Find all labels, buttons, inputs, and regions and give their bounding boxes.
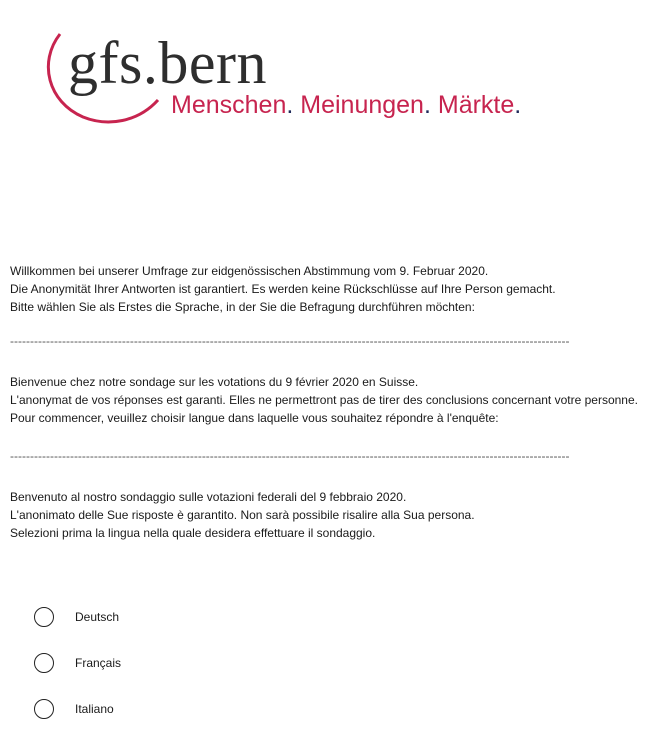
intro-french	[10, 373, 642, 427]
logo-name: gfs.bern	[68, 30, 267, 96]
intro-fr-line-3: Pour commencer, veuillez choisir langue dans laquelle vous souhaitez répondre à l'enquête:	[10, 411, 499, 425]
tagline-dot-2: .	[423, 91, 431, 119]
radio-button-francais[interactable]	[34, 653, 54, 673]
language-label-francais: Français	[75, 656, 122, 670]
tagline-dot-1: .	[286, 91, 294, 119]
separator-line: --------------------------------------------------------------------------------------------------------------------------------------------	[10, 450, 570, 462]
intro-de-line-2: Die Anonymität Ihrer Antworten ist garantiert. Es werden keine Rückschlüsse auf Ihre Person gemacht.	[10, 282, 556, 296]
language-option-francais[interactable]	[34, 650, 121, 676]
language-option-deutsch[interactable]	[34, 604, 121, 630]
logo-tagline	[171, 90, 521, 120]
intro-it-line-1: Benvenuto al nostro sondaggio sulle votazioni federali del 9 febbraio 2020.	[10, 490, 407, 504]
tagline-word-maerkte: Märkte	[430, 91, 515, 119]
intro-it-line-3: Selezioni prima la lingua nella quale desidera effettuare il sondaggio.	[10, 526, 376, 540]
language-label-italiano: Italiano	[75, 702, 114, 716]
separator-line: --------------------------------------------------------------------------------------------------------------------------------------------	[10, 335, 570, 347]
intro-de-line-1: Willkommen bei unserer Umfrage zur eidgenössischen Abstimmung vom 9. Februar 2020.	[10, 264, 489, 278]
language-options	[34, 604, 121, 742]
tagline-word-menschen: Menschen	[171, 91, 287, 119]
gfs-bern-logo	[38, 22, 578, 132]
intro-fr-line-1: Bienvenue chez notre sondage sur les votations du 9 février 2020 en Suisse.	[10, 375, 419, 389]
survey-intro	[10, 262, 642, 542]
language-option-italiano[interactable]	[34, 696, 121, 722]
language-label-deutsch: Deutsch	[75, 610, 120, 624]
intro-italian	[10, 488, 642, 542]
radio-button-deutsch[interactable]	[34, 607, 54, 627]
intro-german	[10, 262, 642, 316]
tagline-dot-3: .	[514, 91, 522, 119]
tagline-word-meinungen: Meinungen	[293, 91, 424, 119]
intro-it-line-2: L'anonimato delle Sue risposte è garantito. Non sarà possibile risalire alla Sua persona.	[10, 508, 475, 522]
radio-button-italiano[interactable]	[34, 699, 54, 719]
intro-fr-line-2: L'anonymat de vos réponses est garanti. Elles ne permettront pas de tirer des conclusions concernant votre personne.	[10, 393, 638, 407]
intro-de-line-3: Bitte wählen Sie als Erstes die Sprache, in der Sie die Befragung durchführen möchten:	[10, 300, 475, 314]
